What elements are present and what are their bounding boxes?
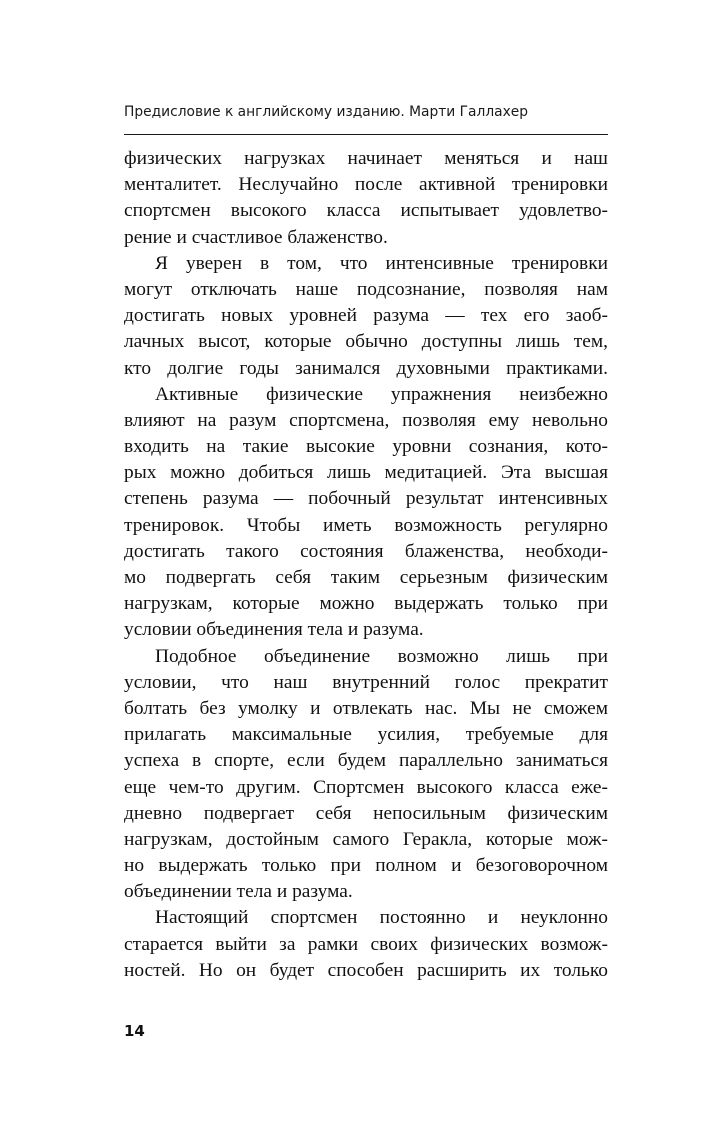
text-line: еще чем-то другим. Спортсмен высокого класса еже- xyxy=(124,776,608,798)
text-line: Я уверен в том, что интенсивные тренировки xyxy=(155,252,608,274)
text-line: достигать такого состояния блаженства, необходи- xyxy=(124,540,608,562)
text-line: мо подвергать себя таким серьезным физическим xyxy=(124,567,608,588)
text-line: менталитет. Неслучайно после активной тренировки xyxy=(124,174,608,196)
text-line: тренировок. Чтобы иметь возможность регулярно xyxy=(124,514,608,536)
text-line: влияют на разум спортсмена, позволяя ему невольно xyxy=(124,409,608,431)
text-line: Активные физические упражнения неизбежно xyxy=(155,383,608,405)
paragraph xyxy=(124,905,608,984)
text-line: условии объединения тела и разума. xyxy=(124,619,424,641)
text-line: степень разума — побочный результат интенсивных xyxy=(124,488,608,510)
text-line: Подобное объединение возможно лишь при xyxy=(155,645,608,667)
text-line: физических нагрузках начинает меняться и наш xyxy=(124,148,608,169)
page-number: 14 xyxy=(124,1022,145,1040)
header-rule xyxy=(124,134,608,135)
text-line: спортсмен высокого класса испытывает удовлетво- xyxy=(124,200,608,222)
text-line: ностей. Но он будет способен расширить их только xyxy=(124,959,608,981)
text-line: но выдержать только при полном и безоговорочном xyxy=(124,855,608,877)
text-line: рых можно добиться лишь медитацией. Эта высшая xyxy=(124,462,608,484)
text-line: дневно подвергает себя непосильным физическим xyxy=(124,802,608,824)
paragraph xyxy=(124,382,608,644)
text-line: болтать без умолку и отвлекать нас. Мы не сможем xyxy=(124,697,608,719)
text-line: нагрузкам, достойным самого Геракла, которые мож- xyxy=(124,828,608,850)
running-header: Предисловие к английскому изданию. Марти Галлахер xyxy=(124,104,529,120)
text-line: условии, что наш внутренний голос прекратит xyxy=(124,671,608,693)
paragraph xyxy=(124,251,608,382)
text-line: старается выйти за рамки своих физических возмож- xyxy=(124,933,608,955)
text-line: Настоящий спортсмен постоянно и неуклонно xyxy=(155,907,608,929)
text-line: входить на такие высокие уровни сознания, кото- xyxy=(124,436,608,458)
paragraph xyxy=(124,146,608,251)
text-line: рение и счастливое блаженство. xyxy=(124,226,388,248)
paragraph xyxy=(124,644,608,906)
text-line: успеха в спорте, если будем параллельно заниматься xyxy=(124,750,608,772)
text-line: кто долгие годы занимался духовными практиками. xyxy=(124,357,608,379)
text-line: могут отключать наше подсознание, позволяя нам xyxy=(124,278,608,300)
text-line: прилагать максимальные усилия, требуемые для xyxy=(124,724,608,746)
body-text xyxy=(124,146,608,984)
text-line: лачных высот, которые обычно доступны лишь тем, xyxy=(124,331,608,353)
text-line: достигать новых уровней разума — тех его заоб- xyxy=(124,305,608,327)
text-line: нагрузкам, которые можно выдержать только при xyxy=(124,593,608,615)
text-line: объединении тела и разума. xyxy=(124,881,353,903)
